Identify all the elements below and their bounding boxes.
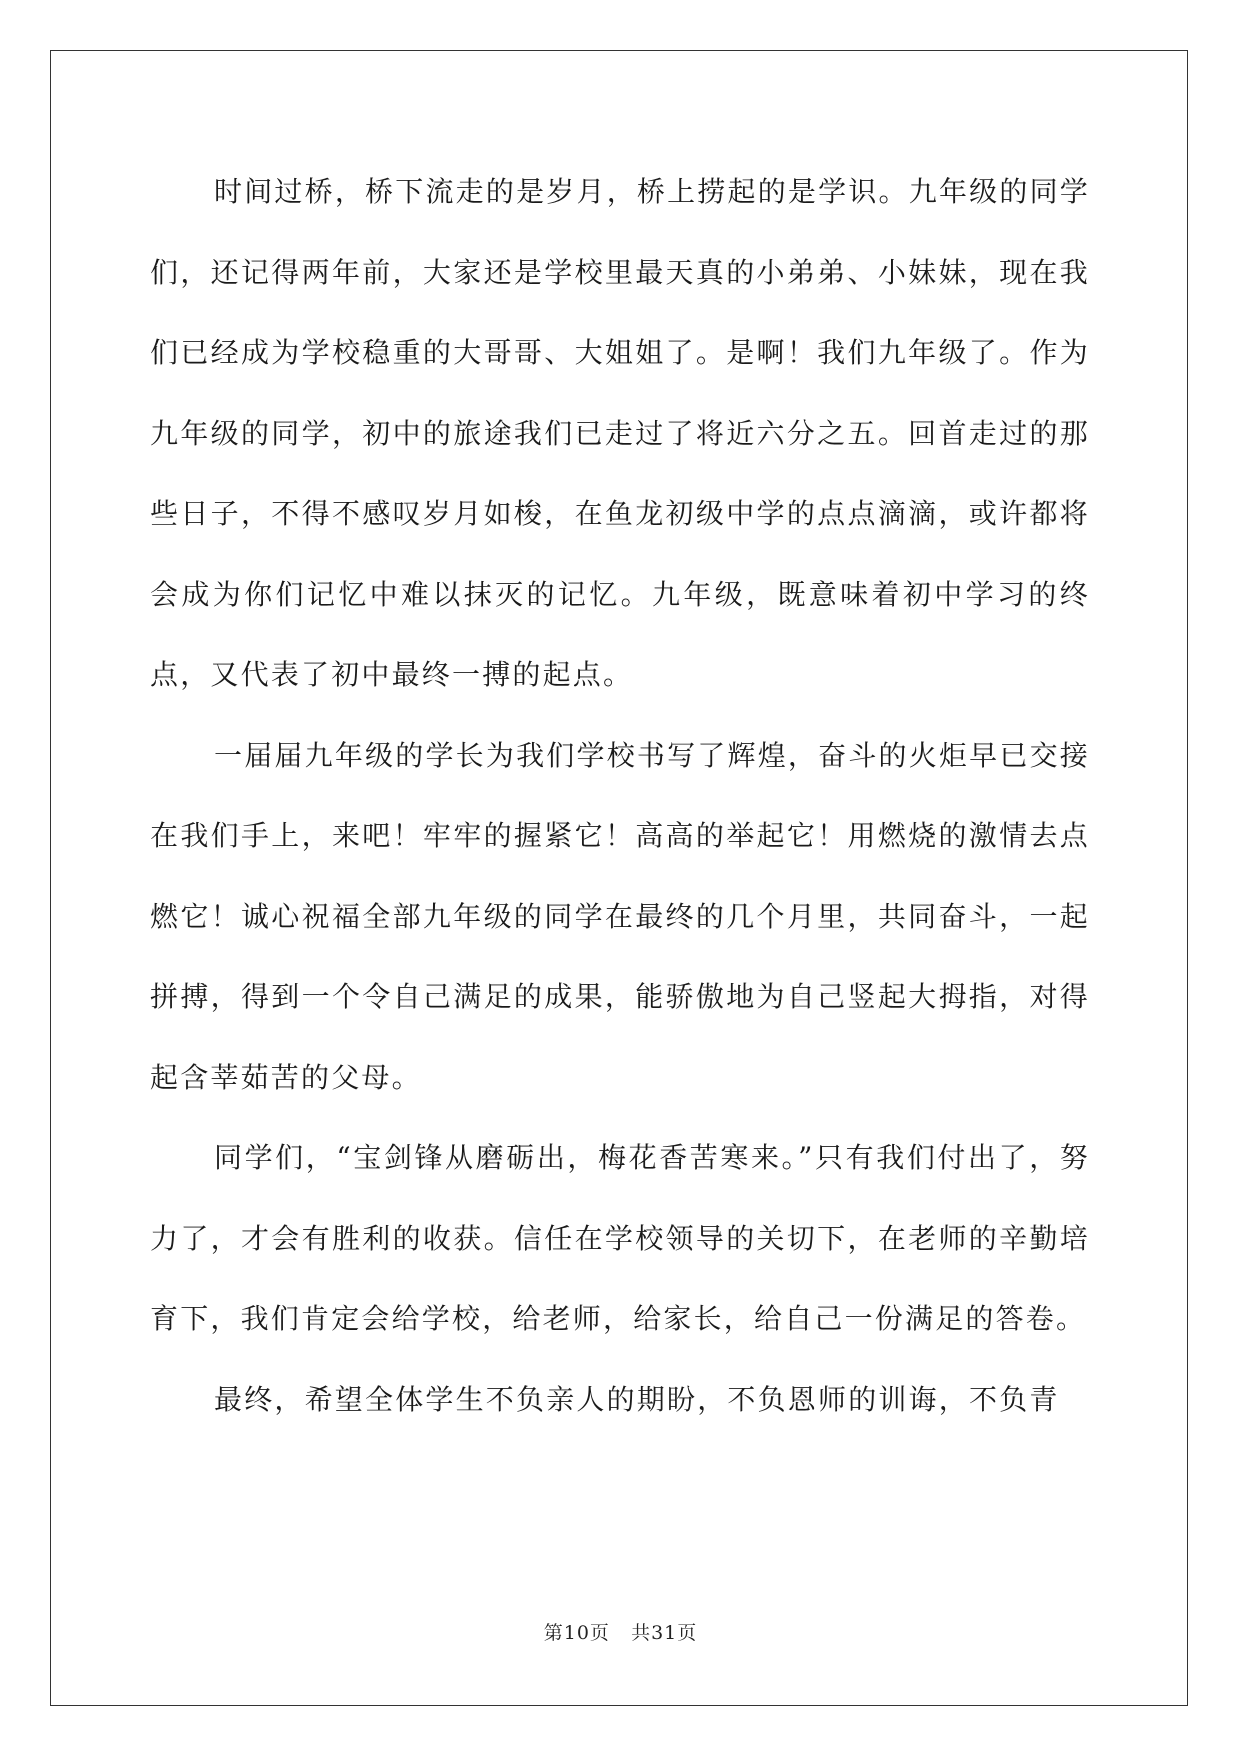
paragraph-1: 时间过桥，桥下流走的是岁月，桥上捞起的是学识。九年级的同学们，还记得两年前，大家还是学校里最天真的小弟弟、小妹妹，现在我们已经成为学校稳重的大哥哥、大姐姐了。是啊！我们九年级了。作为九年级的同学，初中的旅途我们已走过了将近六分之五。回首走过的那些日子，不得不感叹岁月如梭，在鱼龙初级中学的点点滴滴，或许都将会成为你们记忆中难以抹灭的记忆。九年级，既意味着初中学习的终点，又代表了初中最终一搏的起点。: [150, 175, 1090, 691]
page-number: 第10页: [543, 1622, 610, 1644]
page-footer: [0, 1618, 1241, 1645]
paragraph-3: 同学们，“宝剑锋从磨砺出，梅花香苦寒来。”只有我们付出了，努力了，才会有胜利的收获。信任在学校领导的关切下，在老师的辛勤培育下，我们肯定会给学校，给老师，给家长，给自己一份满足的答卷。: [150, 1141, 1090, 1335]
page-total: 共31页: [631, 1622, 698, 1644]
paragraph-2: 一届届九年级的学长为我们学校书写了辉煌，奋斗的火炬早已交接在我们手上，来吧！牢牢的握紧它！高高的举起它！用燃烧的激情去点燃它！诚心祝福全部九年级的同学在最终的几个月里，共同奋斗，一起拼搏，得到一个令自己满足的成果，能骄傲地为自己竖起大拇指，对得起含莘茹苦的父母。: [150, 738, 1090, 1094]
paragraph-4: 最终，希望全体学生不负亲人的期盼，不负恩师的训诲，不负青: [214, 1382, 1060, 1416]
document-body: [150, 152, 1090, 1440]
